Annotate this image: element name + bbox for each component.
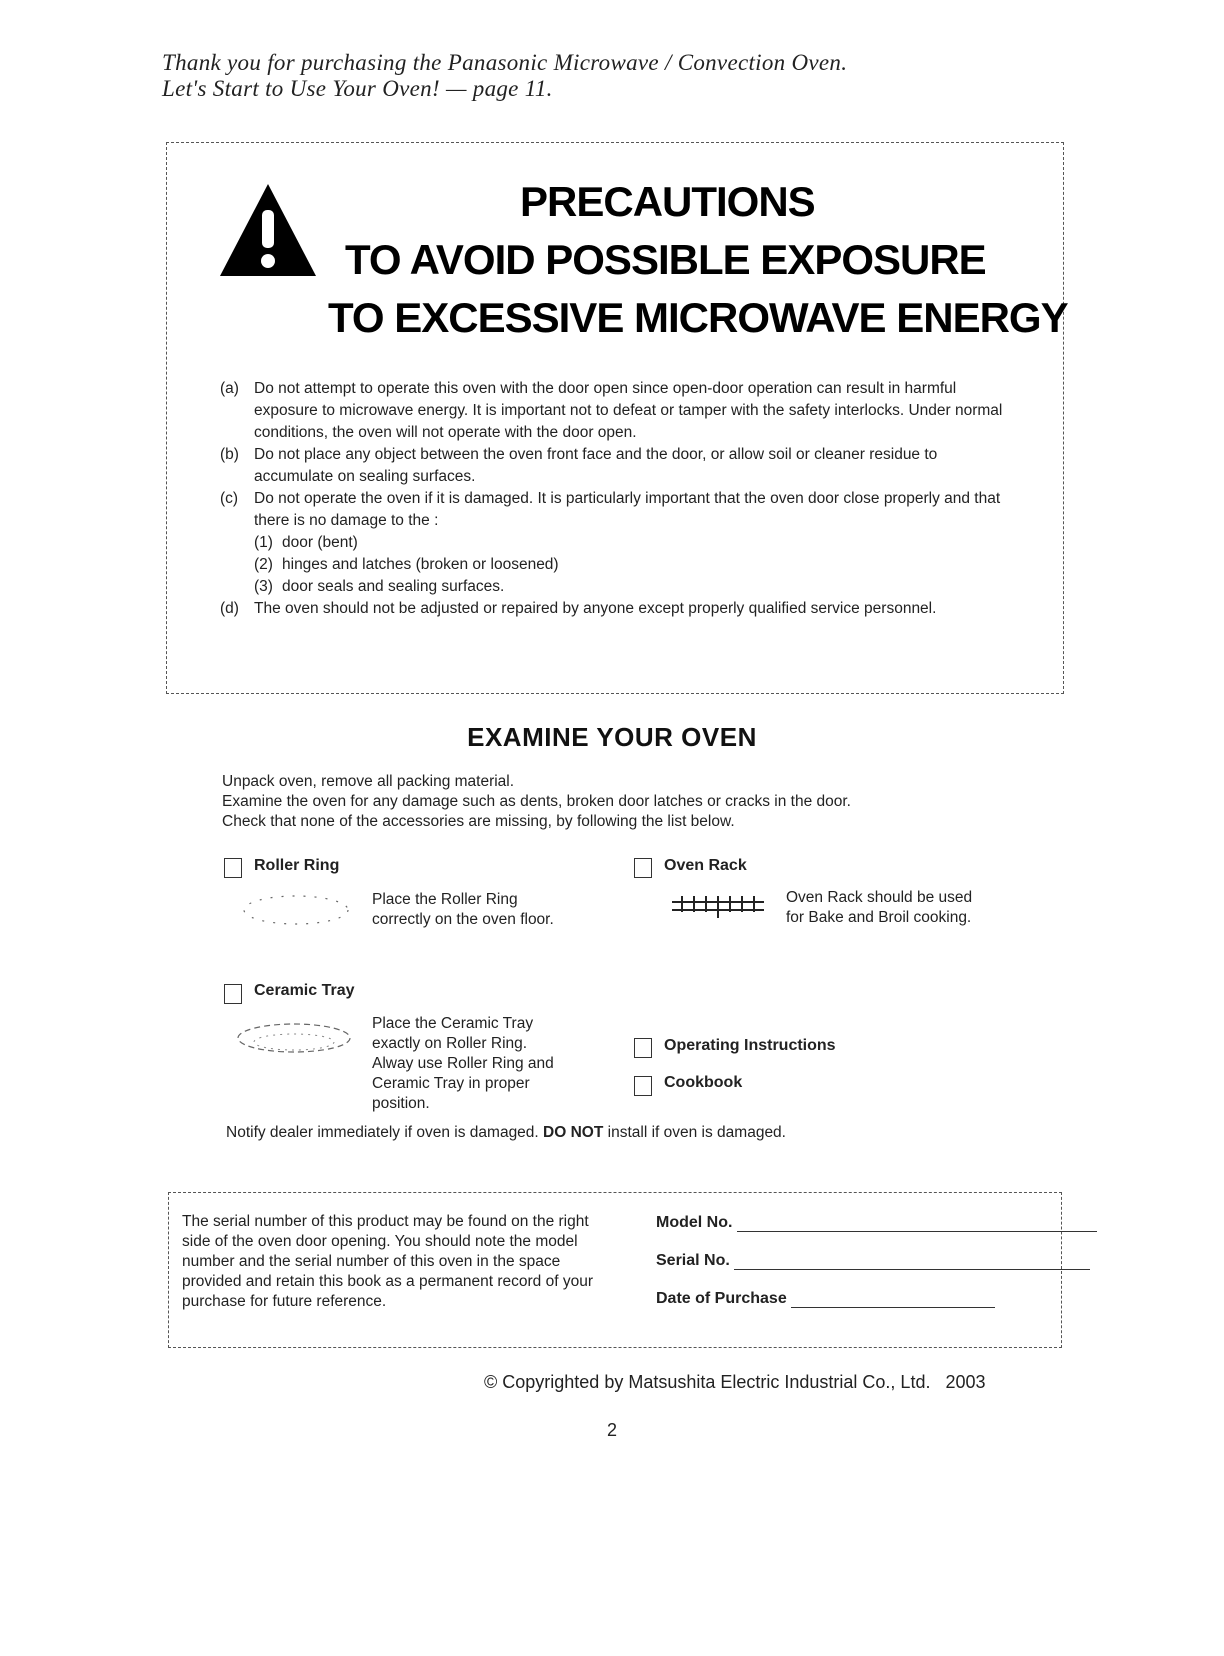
date-of-purchase-field: Date of Purchase xyxy=(656,1290,995,1308)
model-no-line[interactable] xyxy=(737,1230,1097,1232)
roller-ring-desc: Place the Roller Ring correctly on the oven floor. xyxy=(372,891,554,928)
oven-rack-checkbox[interactable] xyxy=(634,858,652,878)
serial-no-field: Serial No. xyxy=(656,1252,1090,1270)
examine-intro-line-1: Unpack oven, remove all packing material. xyxy=(222,773,515,790)
oven-rack-label: Oven Rack xyxy=(664,857,747,874)
precaution-subitem-1: (1) door (bent) xyxy=(254,534,358,551)
date-of-purchase-line[interactable] xyxy=(791,1306,995,1308)
copyright: © Copyrighted by Matsushita Electric Industrial Co., Ltd. 2003 xyxy=(484,1372,986,1392)
precaution-item-b: (b) Do not place any object between the oven front face and the door, or allow soil or cleaner residue to accumulate on sealing surfaces. xyxy=(220,446,938,485)
oven-rack-desc: Oven Rack should be used for Bake and Broil cooking. xyxy=(786,889,973,926)
precautions-list xyxy=(220,378,1010,620)
precaution-subitem-3: (3) door seals and sealing surfaces. xyxy=(254,578,505,595)
roller-ring-checkbox[interactable] xyxy=(224,858,242,878)
serial-no-line[interactable] xyxy=(734,1268,1090,1270)
operating-instructions-checkbox[interactable] xyxy=(634,1038,652,1058)
notify-dealer-text: Notify dealer immediately if oven is damaged. DO NOT install if oven is damaged. xyxy=(226,1124,786,1141)
examine-title: EXAMINE YOUR OVEN xyxy=(467,722,757,752)
intro-line-2: Let's Start to Use Your Oven! — page 11. xyxy=(162,76,553,101)
ceramic-tray-checkbox[interactable] xyxy=(224,984,242,1004)
operating-instructions-label: Operating Instructions xyxy=(664,1037,836,1054)
examine-intro-line-2: Examine the oven for any damage such as dents, broken door latches or cracks in the door. xyxy=(222,793,851,810)
copyright-year: 2003 xyxy=(945,1372,986,1392)
cookbook-checkbox[interactable] xyxy=(634,1076,652,1096)
roller-ring-icon xyxy=(236,890,366,930)
oven-rack-icon xyxy=(668,890,768,920)
intro-text xyxy=(162,50,847,102)
ceramic-tray-label: Ceramic Tray xyxy=(254,982,355,999)
model-no-field: Model No. xyxy=(656,1214,1097,1232)
page-number: 2 xyxy=(606,1420,617,1440)
intro-line-1: Thank you for purchasing the Panasonic Microwave / Convection Oven. xyxy=(162,50,848,75)
precaution-item-c: (c) Do not operate the oven if it is damaged. It is particularly important that the oven door close properly and that there is no damage to the : xyxy=(220,490,1001,529)
precaution-item-a: (a) Do not attempt to operate this oven with the door open since open-door operation can result in harmful exposure to microwave energy. It is important not to defeat or tamper with the safety interlocks. Under normal conditions, the oven will not operate with the door open. xyxy=(220,380,1003,441)
precaution-item-d: (d) The oven should not be adjusted or repaired by anyone except properly qualified service personnel. xyxy=(220,600,937,617)
cookbook-label: Cookbook xyxy=(664,1074,743,1091)
warning-icon xyxy=(218,182,318,278)
precautions-title: PRECAUTIONS xyxy=(520,178,815,225)
precautions-subtitle-2: TO EXCESSIVE MICROWAVE ENERGY xyxy=(328,294,1068,341)
serial-number-note: The serial number of this product may be found on the right side of the oven door opening. You should note the model number and the serial number of this oven in the space provided and retain this book as a permanent record of your purchase for future reference. xyxy=(182,1213,593,1310)
ceramic-tray-desc: Place the Ceramic Tray exactly on Roller Ring. Alway use Roller Ring and Ceramic Tray in proper position. xyxy=(372,1015,554,1112)
examine-intro xyxy=(222,772,851,832)
examine-intro-line-3: Check that none of the accessories are missing, by following the list below. xyxy=(222,813,735,830)
roller-ring-label: Roller Ring xyxy=(254,857,340,874)
ceramic-tray-icon xyxy=(232,1018,362,1064)
precaution-subitem-2: (2) hinges and latches (broken or loosened) xyxy=(254,556,559,573)
precautions-subtitle-1: TO AVOID POSSIBLE EXPOSURE xyxy=(345,236,986,283)
